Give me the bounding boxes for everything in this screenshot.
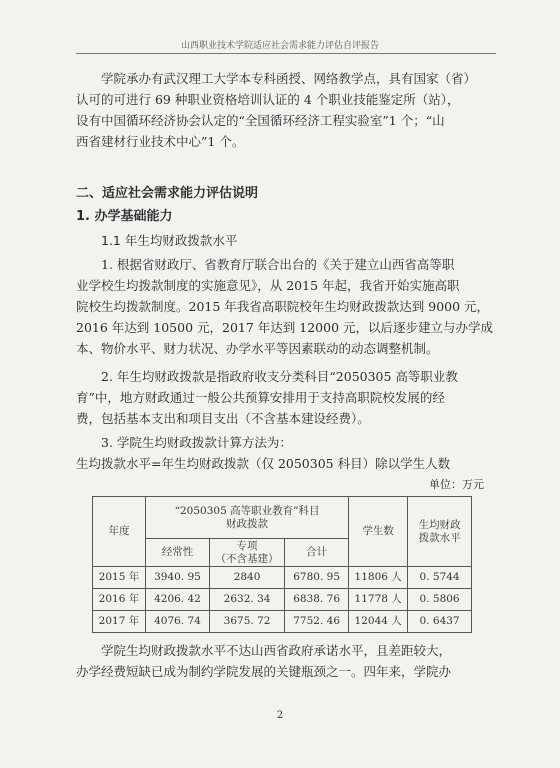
cell-regular: 3940. 95 — [145, 567, 209, 589]
paragraph-2 — [76, 366, 496, 429]
formula-line: 生均拨款水平=年生均财政拨款（仅 2050305 科目）除以学生人数 — [76, 456, 451, 471]
header-year: 年度 — [93, 497, 146, 567]
header-level — [408, 497, 472, 567]
intro-line: 认可的可进行 69 种职业资格培训认证的 4 个职业技能鉴定所（站）， — [76, 92, 460, 107]
cell-level: 0. 5806 — [408, 589, 472, 611]
intro-line: 西省建材行业技术中心”1 个。 — [76, 134, 245, 149]
paragraph-line: 3. 学院生均财政拨款计算方法为： — [101, 435, 292, 450]
table-row — [93, 611, 472, 633]
header-total: 合计 — [285, 539, 349, 567]
table-row — [93, 589, 472, 611]
cell-level: 0. 5744 — [408, 567, 472, 589]
intro-line: 学院承办有武汉理工大学本专科函授、网络教学点，具有国家（省） — [101, 71, 477, 86]
closing-paragraph — [76, 640, 496, 682]
cell-students: 11778 人 — [349, 589, 408, 611]
cell-year: 2015 年 — [93, 567, 146, 589]
header-subject-line: “2050305 高等职业教育”科目 — [174, 504, 320, 517]
cell-total: 7752. 46 — [285, 611, 349, 633]
paragraph-line: 本、物价水平、财力状况、办学水平等因素联动的动态调整机制。 — [76, 341, 439, 356]
paragraph-line: 业学校生均拨款制度的实施意见》，从 2015 年起，我省开始实施高职 — [76, 278, 460, 293]
cell-special: 3675. 72 — [210, 611, 285, 633]
header-special-line: （不含基建） — [215, 552, 279, 565]
cell-special: 2840 — [210, 567, 285, 589]
cell-year: 2017 年 — [93, 611, 146, 633]
header-special-line: 专项 — [236, 539, 258, 552]
cell-year: 2016 年 — [93, 589, 146, 611]
cell-total: 6838. 76 — [285, 589, 349, 611]
paragraph-line: 办学经费短缺已成为制约学院发展的关键瓶颈之一。四年来，学院办 — [76, 664, 452, 679]
header-level-line: 生均财政 — [418, 518, 461, 531]
header-special — [210, 539, 285, 567]
cell-students: 12044 人 — [349, 611, 408, 633]
intro-line: 设有中国循环经济协会认定的“全国循环经济工程实验室”1 个；“山 — [76, 113, 445, 128]
header-regular: 经常性 — [145, 539, 209, 567]
header-subject-group — [145, 497, 348, 539]
section-heading: 二、适应社会需求能力评估说明 — [76, 186, 259, 201]
paragraph-line: 费，包括基本支出和项目支出（不含基本建设经费）。 — [76, 411, 370, 426]
header-divider — [76, 53, 496, 54]
cell-total: 6780. 95 — [285, 567, 349, 589]
running-header: 山西职业技术学院适应社会需求能力评估自评报告 — [180, 41, 379, 51]
funding-table — [92, 496, 472, 633]
paragraph-line: 学院生均财政拨款水平不达山西省政府承诺水平，且差距较大， — [101, 643, 452, 658]
unit-label: 单位：万元 — [429, 478, 484, 491]
paragraph-line: 院校生均拨款制度。2015 年我省高职院校年生均财政拨款达到 9000 元， — [76, 299, 490, 314]
page-number: 2 — [276, 710, 284, 721]
paragraph-line: 1. 根据省财政厅、省教育厅联合出台的《关于建立山西省高等职 — [101, 257, 455, 272]
header-level-line: 拨款水平 — [418, 531, 461, 544]
cell-special: 2632. 34 — [210, 589, 285, 611]
subsection-heading: 1. 办学基础能力 — [76, 209, 173, 224]
header-students: 学生数 — [349, 497, 408, 567]
paragraph-1 — [76, 254, 496, 359]
paragraph-line: 2. 年生均财政拨款是指政府收支分类科目“2050305 高等职业教 — [101, 369, 458, 384]
header-subject-line: 财政拨款 — [226, 517, 269, 530]
cell-level: 0. 6437 — [408, 611, 472, 633]
section-two — [76, 183, 496, 204]
paragraph-line: 2016 年达到 10500 元，2017 年达到 12000 元，以后逐步建立与办学成 — [76, 320, 493, 335]
paragraph-line: 育”中，地方财政通过一般公共预算安排用于支持高职院校发展的经 — [76, 390, 445, 405]
cell-regular: 4206. 42 — [145, 589, 209, 611]
cell-students: 11806 人 — [349, 567, 408, 589]
subsubsection-heading: 1.1 年生均财政拨款水平 — [101, 233, 238, 248]
paragraph-3 — [76, 432, 496, 474]
intro-paragraph — [76, 68, 496, 152]
table-row — [93, 567, 472, 589]
cell-regular: 4076. 74 — [145, 611, 209, 633]
